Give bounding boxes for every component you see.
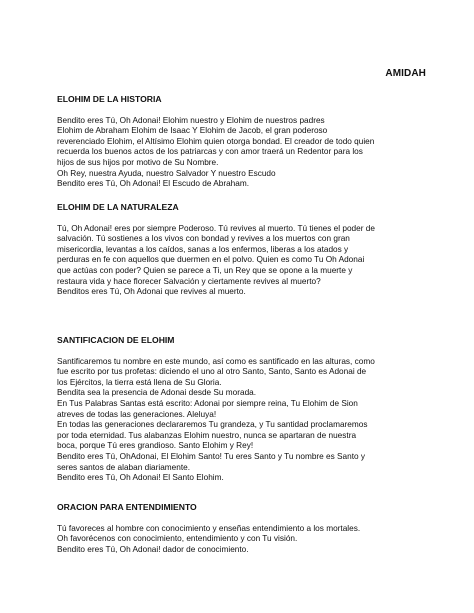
- section-heading: ELOHIM DE LA NATURALEZA: [57, 202, 179, 212]
- text-line: Santificaremos tu nombre en este mundo, así como es santificado en las alturas, como: [57, 356, 375, 366]
- text-line: seres santos de alaban diariamente.: [57, 462, 190, 472]
- section-body: [57, 116, 425, 190]
- section-elohim-de-la-naturaleza: [57, 202, 425, 298]
- text-line: En Tus Palabras Santas está escrito: Adonai por siempre reina, Tu Elohim de Sion: [57, 398, 358, 408]
- section-santificacion-de-elohim: [57, 335, 425, 484]
- text-line: boca, porque Tú eres grandioso. Santo Elohim y Rey!: [57, 441, 254, 451]
- text-line: fue escrito por tus profetas: diciendo el uno al otro Santo, Santo, Santo es Adonai de: [57, 367, 367, 377]
- text-line: Bendito eres Tú, Oh Adonai! Elohim nuestro y Elohim de nuestros padres: [57, 115, 325, 125]
- text-line: Tú favoreces al hombre con conocimiento y enseñas entendimiento a los mortales.: [57, 523, 361, 533]
- section-heading: ORACION PARA ENTENDIMIENTO: [57, 502, 197, 512]
- section-oracion-para-entendimiento: [57, 502, 425, 555]
- text-line: restaura vida y hace florecer Salvación y ciertamente revives al muerto?: [57, 276, 321, 286]
- text-line: misericordia, levantas a los caídos, sanas a los enfermos, liberas a los atados y: [57, 244, 349, 254]
- text-line: Bendito eres Tú, Oh Adonai! dador de conocimiento.: [57, 544, 249, 554]
- text-line: Bendito eres Tú, Oh Adonai! El Escudo de Abraham.: [57, 179, 250, 189]
- text-line: Oh favorécenos con conocimiento, entendimiento y con Tu visión.: [57, 534, 298, 544]
- section-body: [57, 357, 425, 484]
- section-body: [57, 524, 425, 556]
- text-line: que actúas con poder? Quien se parece a Ti, un Rey que se opone a la muerte y: [57, 265, 353, 275]
- text-line: Bendito eres Tú, OhAdonai, El Elohim Santo! Tu eres Santo y Tu nombre es Santo y: [57, 451, 366, 461]
- section-body: [57, 224, 425, 298]
- text-line: Oh Rey, nuestra Ayuda, nuestro Salvador Y nuestro Escudo: [57, 168, 276, 178]
- text-line: atreves de todas las generaciones. Aleluya!: [57, 409, 217, 419]
- text-line: En todas las generaciones declararemos Tu grandeza, y Tu santidad proclamaremos: [57, 420, 368, 430]
- text-line: Elohim de Abraham Elohim de Isaac Y Elohim de Jacob, el gran poderoso: [57, 126, 328, 136]
- text-line: recuerda los buenos actos de los patriarcas y con amor traerá un Redentor para los: [57, 147, 363, 157]
- section-heading: ELOHIM DE LA HISTORIA: [57, 94, 162, 104]
- text-line: reverenciado Elohim, el Altísimo Elohim quien otorga bondad. El creador de todo quien: [57, 136, 375, 146]
- text-line: perduras en fe con aquellos que duermen en el polvo. Quien es como Tu Oh Adonai: [57, 255, 365, 265]
- section-heading: SANTIFICACION DE ELOHIM: [57, 335, 175, 345]
- text-line: Tú, Oh Adonai! eres por siempre Poderoso. Tú revives al muerto. Tú tienes el poder de: [57, 223, 375, 233]
- document-title: AMIDAH: [385, 68, 426, 79]
- text-line: Bendito eres Tú, Oh Adonai! El Santo Elohim.: [57, 473, 224, 483]
- section-elohim-de-la-historia: [57, 94, 425, 190]
- text-line: hijos de sus hijos por motivo de Su Nombre.: [57, 157, 219, 167]
- text-line: salvación. Tú sostienes a los vivos con bondad y revives a los muertos con gran: [57, 234, 350, 244]
- text-line: por toda eternidad. Tus alabanzas Elohim nuestro, nunca se apartaran de nuestra: [57, 430, 357, 440]
- text-line: Bendita sea la presencia de Adonai desde Su morada.: [57, 388, 257, 398]
- text-line: Benditos eres Tú, Oh Adonai que revives al muerto.: [57, 287, 246, 297]
- text-line: los Ejércitos, la tierra está llena de Su Gloria.: [57, 377, 222, 387]
